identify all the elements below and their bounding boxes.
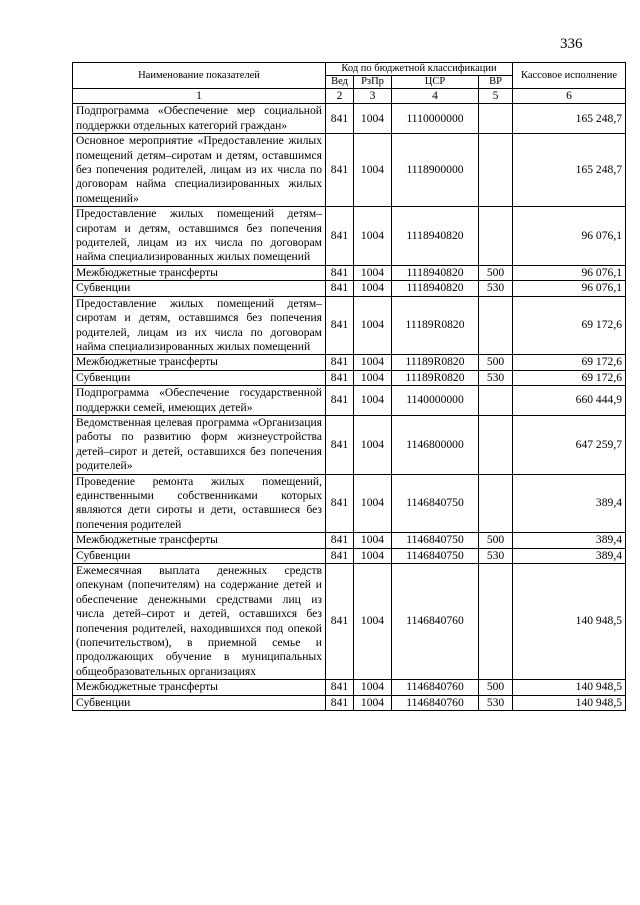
row-vr: 500 xyxy=(479,680,513,695)
row-amount: 96 076,1 xyxy=(513,281,626,296)
row-csr: 1146840760 xyxy=(392,680,479,695)
row-rzpr: 1004 xyxy=(354,281,392,296)
table-row xyxy=(73,533,626,548)
row-name: Ежемесячная выплата денежных средств опекунам (попечителям) на содержание детей и обеспечение денежными средствами лиц из числа детей–сирот и детей, оставшихся без попечения родителей, находившихся под опекой (попечительством), в приемной семье и продолжающих обучение в муниципальных общеобразовательных организациях xyxy=(73,564,326,680)
row-rzpr: 1004 xyxy=(354,474,392,533)
row-ved: 841 xyxy=(326,386,354,416)
row-csr: 11189R0820 xyxy=(392,296,479,355)
header-execution: Кассовое исполнение xyxy=(513,63,626,89)
column-index: 3 xyxy=(354,89,392,104)
row-amount: 69 172,6 xyxy=(513,370,626,385)
row-name: Межбюджетные трансферты xyxy=(73,265,326,280)
row-rzpr: 1004 xyxy=(354,386,392,416)
row-rzpr: 1004 xyxy=(354,265,392,280)
row-csr: 1146840750 xyxy=(392,474,479,533)
table-row xyxy=(73,370,626,385)
row-vr xyxy=(479,207,513,266)
row-ved: 841 xyxy=(326,680,354,695)
row-rzpr: 1004 xyxy=(354,564,392,680)
row-ved: 841 xyxy=(326,296,354,355)
row-rzpr: 1004 xyxy=(354,680,392,695)
table-row xyxy=(73,296,626,355)
row-rzpr: 1004 xyxy=(354,355,392,370)
row-ved: 841 xyxy=(326,474,354,533)
table-row xyxy=(73,265,626,280)
row-rzpr: 1004 xyxy=(354,370,392,385)
row-amount: 389,4 xyxy=(513,548,626,563)
row-amount: 647 259,7 xyxy=(513,415,626,474)
row-ved: 841 xyxy=(326,355,354,370)
row-ved: 841 xyxy=(326,104,354,134)
row-ved: 841 xyxy=(326,533,354,548)
row-name: Субвенции xyxy=(73,281,326,296)
page-number: 336 xyxy=(560,36,583,52)
row-name: Основное мероприятие «Предоставление жилых помещений детям–сиротам и детям, оставшимся без попечения родителей, лицам из их числа по договорам найма специализированных жилых помещений» xyxy=(73,134,326,207)
row-ved: 841 xyxy=(326,265,354,280)
row-csr: 1146840750 xyxy=(392,533,479,548)
row-vr: 500 xyxy=(479,265,513,280)
table-row xyxy=(73,281,626,296)
row-rzpr: 1004 xyxy=(354,104,392,134)
header-row-top xyxy=(73,63,626,76)
row-rzpr: 1004 xyxy=(354,207,392,266)
row-amount: 165 248,7 xyxy=(513,134,626,207)
row-ved: 841 xyxy=(326,370,354,385)
row-rzpr: 1004 xyxy=(354,695,392,710)
row-name: Проведение ремонта жилых помещений, единственными собственниками которых являются дети сироты и дети, оставшиеся без попечения родителей xyxy=(73,474,326,533)
header-name: Наименование показателей xyxy=(73,63,326,89)
header-ved: Вед xyxy=(326,76,354,89)
row-vr xyxy=(479,104,513,134)
header-csr: ЦСР xyxy=(392,76,479,89)
row-ved: 841 xyxy=(326,207,354,266)
row-amount: 140 948,5 xyxy=(513,695,626,710)
row-rzpr: 1004 xyxy=(354,134,392,207)
row-name: Межбюджетные трансферты xyxy=(73,680,326,695)
table-row xyxy=(73,474,626,533)
column-index: 2 xyxy=(326,89,354,104)
row-csr: 11189R0820 xyxy=(392,370,479,385)
row-vr: 530 xyxy=(479,548,513,563)
row-csr: 1118900000 xyxy=(392,134,479,207)
row-name: Подпрограмма «Обеспечение государственной поддержки семей, имеющих детей» xyxy=(73,386,326,416)
row-ved: 841 xyxy=(326,415,354,474)
column-index: 1 xyxy=(73,89,326,104)
row-csr: 1146840760 xyxy=(392,564,479,680)
row-amount: 660 444,9 xyxy=(513,386,626,416)
row-ved: 841 xyxy=(326,564,354,680)
table-row xyxy=(73,386,626,416)
row-amount: 165 248,7 xyxy=(513,104,626,134)
row-name: Предоставление жилых помещений детям–сиротам и детям, оставшимся без попечения родителей, лицам из их числа по договорам найма специализированных жилых помещений xyxy=(73,207,326,266)
row-ved: 841 xyxy=(326,548,354,563)
table-row xyxy=(73,134,626,207)
row-vr xyxy=(479,296,513,355)
table-row xyxy=(73,415,626,474)
row-csr: 1118940820 xyxy=(392,265,479,280)
table-row xyxy=(73,680,626,695)
table-row xyxy=(73,104,626,134)
header-index-row xyxy=(73,89,626,104)
row-name: Субвенции xyxy=(73,370,326,385)
row-amount: 389,4 xyxy=(513,474,626,533)
row-amount: 69 172,6 xyxy=(513,355,626,370)
row-amount: 140 948,5 xyxy=(513,564,626,680)
row-csr: 1146840760 xyxy=(392,695,479,710)
row-csr: 1146800000 xyxy=(392,415,479,474)
row-amount: 96 076,1 xyxy=(513,207,626,266)
row-vr xyxy=(479,564,513,680)
table-row xyxy=(73,207,626,266)
row-vr: 500 xyxy=(479,533,513,548)
table-row xyxy=(73,548,626,563)
row-rzpr: 1004 xyxy=(354,533,392,548)
row-csr: 1118940820 xyxy=(392,281,479,296)
row-amount: 389,4 xyxy=(513,533,626,548)
header-code-group: Код по бюджетной классификации xyxy=(326,63,513,76)
row-vr xyxy=(479,386,513,416)
row-name: Подпрограмма «Обеспечение мер социальной поддержки отдельных категорий граждан» xyxy=(73,104,326,134)
row-vr: 530 xyxy=(479,370,513,385)
row-name: Субвенции xyxy=(73,548,326,563)
row-rzpr: 1004 xyxy=(354,415,392,474)
row-rzpr: 1004 xyxy=(354,548,392,563)
row-vr xyxy=(479,134,513,207)
row-ved: 841 xyxy=(326,281,354,296)
row-name: Межбюджетные трансферты xyxy=(73,355,326,370)
row-csr: 11189R0820 xyxy=(392,355,479,370)
table-row xyxy=(73,355,626,370)
row-vr xyxy=(479,474,513,533)
row-csr: 1110000000 xyxy=(392,104,479,134)
row-csr: 1118940820 xyxy=(392,207,479,266)
row-csr: 1140000000 xyxy=(392,386,479,416)
row-amount: 96 076,1 xyxy=(513,265,626,280)
column-index: 6 xyxy=(513,89,626,104)
row-rzpr: 1004 xyxy=(354,296,392,355)
row-name: Предоставление жилых помещений детям–сиротам и детям, оставшимся без попечения родителей, лицам из их числа по договорам найма специализированных жилых помещений xyxy=(73,296,326,355)
column-index: 5 xyxy=(479,89,513,104)
row-vr xyxy=(479,415,513,474)
row-csr: 1146840750 xyxy=(392,548,479,563)
header-rzpr: РзПр xyxy=(354,76,392,89)
row-name: Межбюджетные трансферты xyxy=(73,533,326,548)
table-row xyxy=(73,564,626,680)
row-amount: 140 948,5 xyxy=(513,680,626,695)
row-ved: 841 xyxy=(326,695,354,710)
row-name: Ведомственная целевая программа «Организация работы по развитию форм жизнеустройства детей–сирот и детей, оставшихся без попечения родителей» xyxy=(73,415,326,474)
row-ved: 841 xyxy=(326,134,354,207)
header-vr: ВР xyxy=(479,76,513,89)
table-row xyxy=(73,695,626,710)
row-vr: 500 xyxy=(479,355,513,370)
budget-execution-table xyxy=(72,62,626,711)
column-index: 4 xyxy=(392,89,479,104)
row-vr: 530 xyxy=(479,695,513,710)
row-name: Субвенции xyxy=(73,695,326,710)
row-amount: 69 172,6 xyxy=(513,296,626,355)
row-vr: 530 xyxy=(479,281,513,296)
